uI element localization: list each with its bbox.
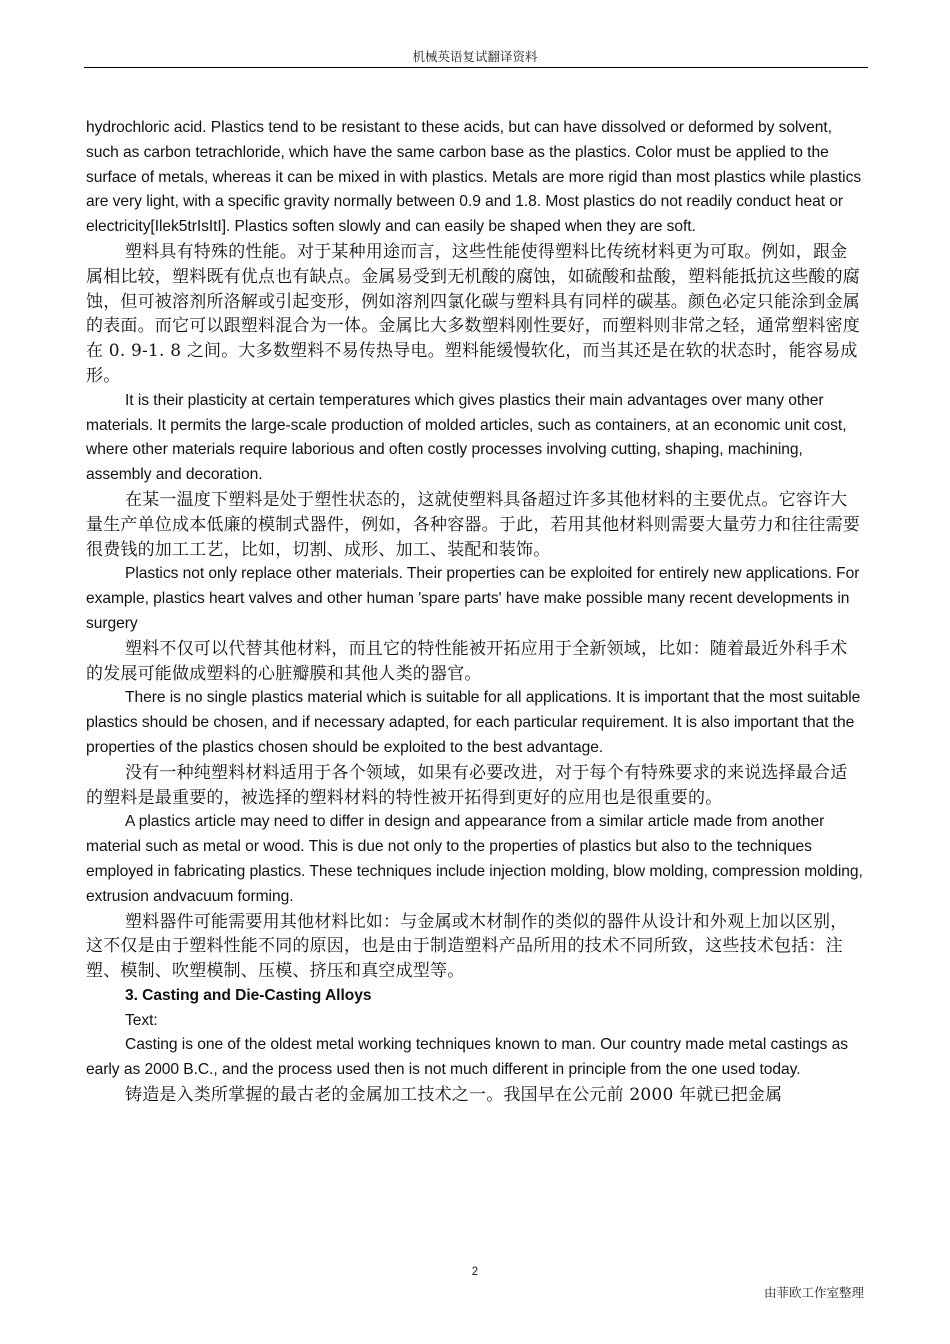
- footer-credit: 由菲欧工作室整理: [763, 1285, 864, 1300]
- paragraph-zh-casting: 铸造是入类所掌握的最古老的金属加工技术之一。我国早在公元前 2000 年就已把金属: [125, 1085, 783, 1106]
- paragraph-en-fabrication: A plastics article may need to differ in design and appearance from a similar article made from another material such as metal or wood. This is due not only to the properties of plastics but also to the techniques employed in fabricating plastics. These techniques include injection molding, blow molding, compression molding, extrusion andvacuum forming.: [86, 813, 863, 905]
- document-body: [86, 116, 864, 1108]
- text-label: Text:: [125, 1011, 158, 1029]
- page-number: 2: [471, 1266, 479, 1278]
- paragraph-zh-material-choice: 没有一种纯塑料材料适用于各个领域，如果有必要改进，对于每个有特殊要求的来说选择最合适的塑料是最重要的，被选择的塑料材料的特性被开拓得到更好的应用也是很重要的。: [86, 762, 848, 808]
- page-header-title: 机械英语复试翻译资料: [412, 49, 538, 64]
- paragraph-zh-special-properties: 塑料具有特殊的性能。对于某种用途而言，这些性能使得塑料比传统材料更为可取。例如，跟金属相比较，塑料既有优点也有缺点。金属易受到无机酸的腐蚀，如硫酸和盐酸，塑料能抵抗这些酸的腐蚀，但可被溶剂所洛解或引起变形，例如溶剂四氯化碳与塑料具有同样的碳基。颜色必定只能涂到金属的表面。而它可以跟塑料混合为一体。金属比大多数塑料刚性要好，而塑料则非常之轻，通常塑料密度在 0. 9-1. 8 之间。大多数塑料不易传热导电。塑料能缓慢软化，而当其还是在软的状态时，能容易成形。: [86, 241, 860, 386]
- paragraph-zh-fabrication: 塑料器件可能需要用其他材料比如：与金属或木材制作的类似的器件从设计和外观上加以区别，这不仅是由于塑料性能不同的原因，也是由于制造塑料产品所用的技术不同所致，这些技术包括：注塑、模制、吹塑模制、压模、挤压和真空成型等。: [86, 911, 848, 982]
- paragraph-en-plasticity: It is their plasticity at certain temperatures which gives plastics their main advantages over many other materials. It permits the large-scale production of molded articles, such as containers, at an economic unit cost, where other materials require laborious and often costly processes involving cutting, shaping, machining, assembly and decoration.: [86, 391, 847, 484]
- paragraph-zh-plasticity: 在某一温度下塑料是处于塑性状态的，这就使塑料具备超过许多其他材料的主要优点。它容许大量生产单位成本低廉的模制式器件，例如，各种容器。于此，若用其他材料则需要大量劳力和往往需要很费钱的加工工艺，比如，切割、成形、加工、装配和装饰。: [86, 489, 860, 560]
- paragraph-en-casting: Casting is one of the oldest metal working techniques known to man. Our country made metal castings as early as 2000 B.C., and the process used then is not much different in principle from the one used today.: [86, 1036, 848, 1079]
- paragraph-zh-new-applications: 塑料不仅可以代替其他材料，而且它的特性能被开拓应用于全新领域，比如：随着最近外科手术的发展可能做成塑料的心脏瓣膜和其他人类的器官。: [86, 638, 848, 684]
- paragraph-en-acid-resistance: hydrochloric acid. Plastics tend to be resistant to these acids, but can have dissolved or deformed by solvent, such as carbon tetrachloride, which have the same carbon base as the plastics. Color must be applied to the surface of metals, whereas it can be mixed in with plastics. Metals are more rigid than most plastics while plastics are very light, with a specific gravity normally between 0.9 and 1.8. Most plastics do not readily conduct heat or electricity[Ilek5trIsItI]. Plastics soften slowly and can easily be shaped when they are soft.: [86, 119, 862, 236]
- paragraph-en-material-choice: There is no single plastics material which is suitable for all applications. It is important that the most suitable plastics should be chosen, and if necessary adapted, for each particular requirement. It is also important that the properties of the plastics chosen should be exploited to the best advantage.: [86, 689, 861, 756]
- section-heading: 3. Casting and Die-Casting Alloys: [125, 986, 372, 1004]
- header-divider: [84, 67, 868, 68]
- paragraph-en-new-applications: Plastics not only replace other materials. Their properties can be exploited for entirely new applications. For example, plastics heart valves and other human 'spare parts' have make possible many recent developments in surgery: [86, 565, 860, 632]
